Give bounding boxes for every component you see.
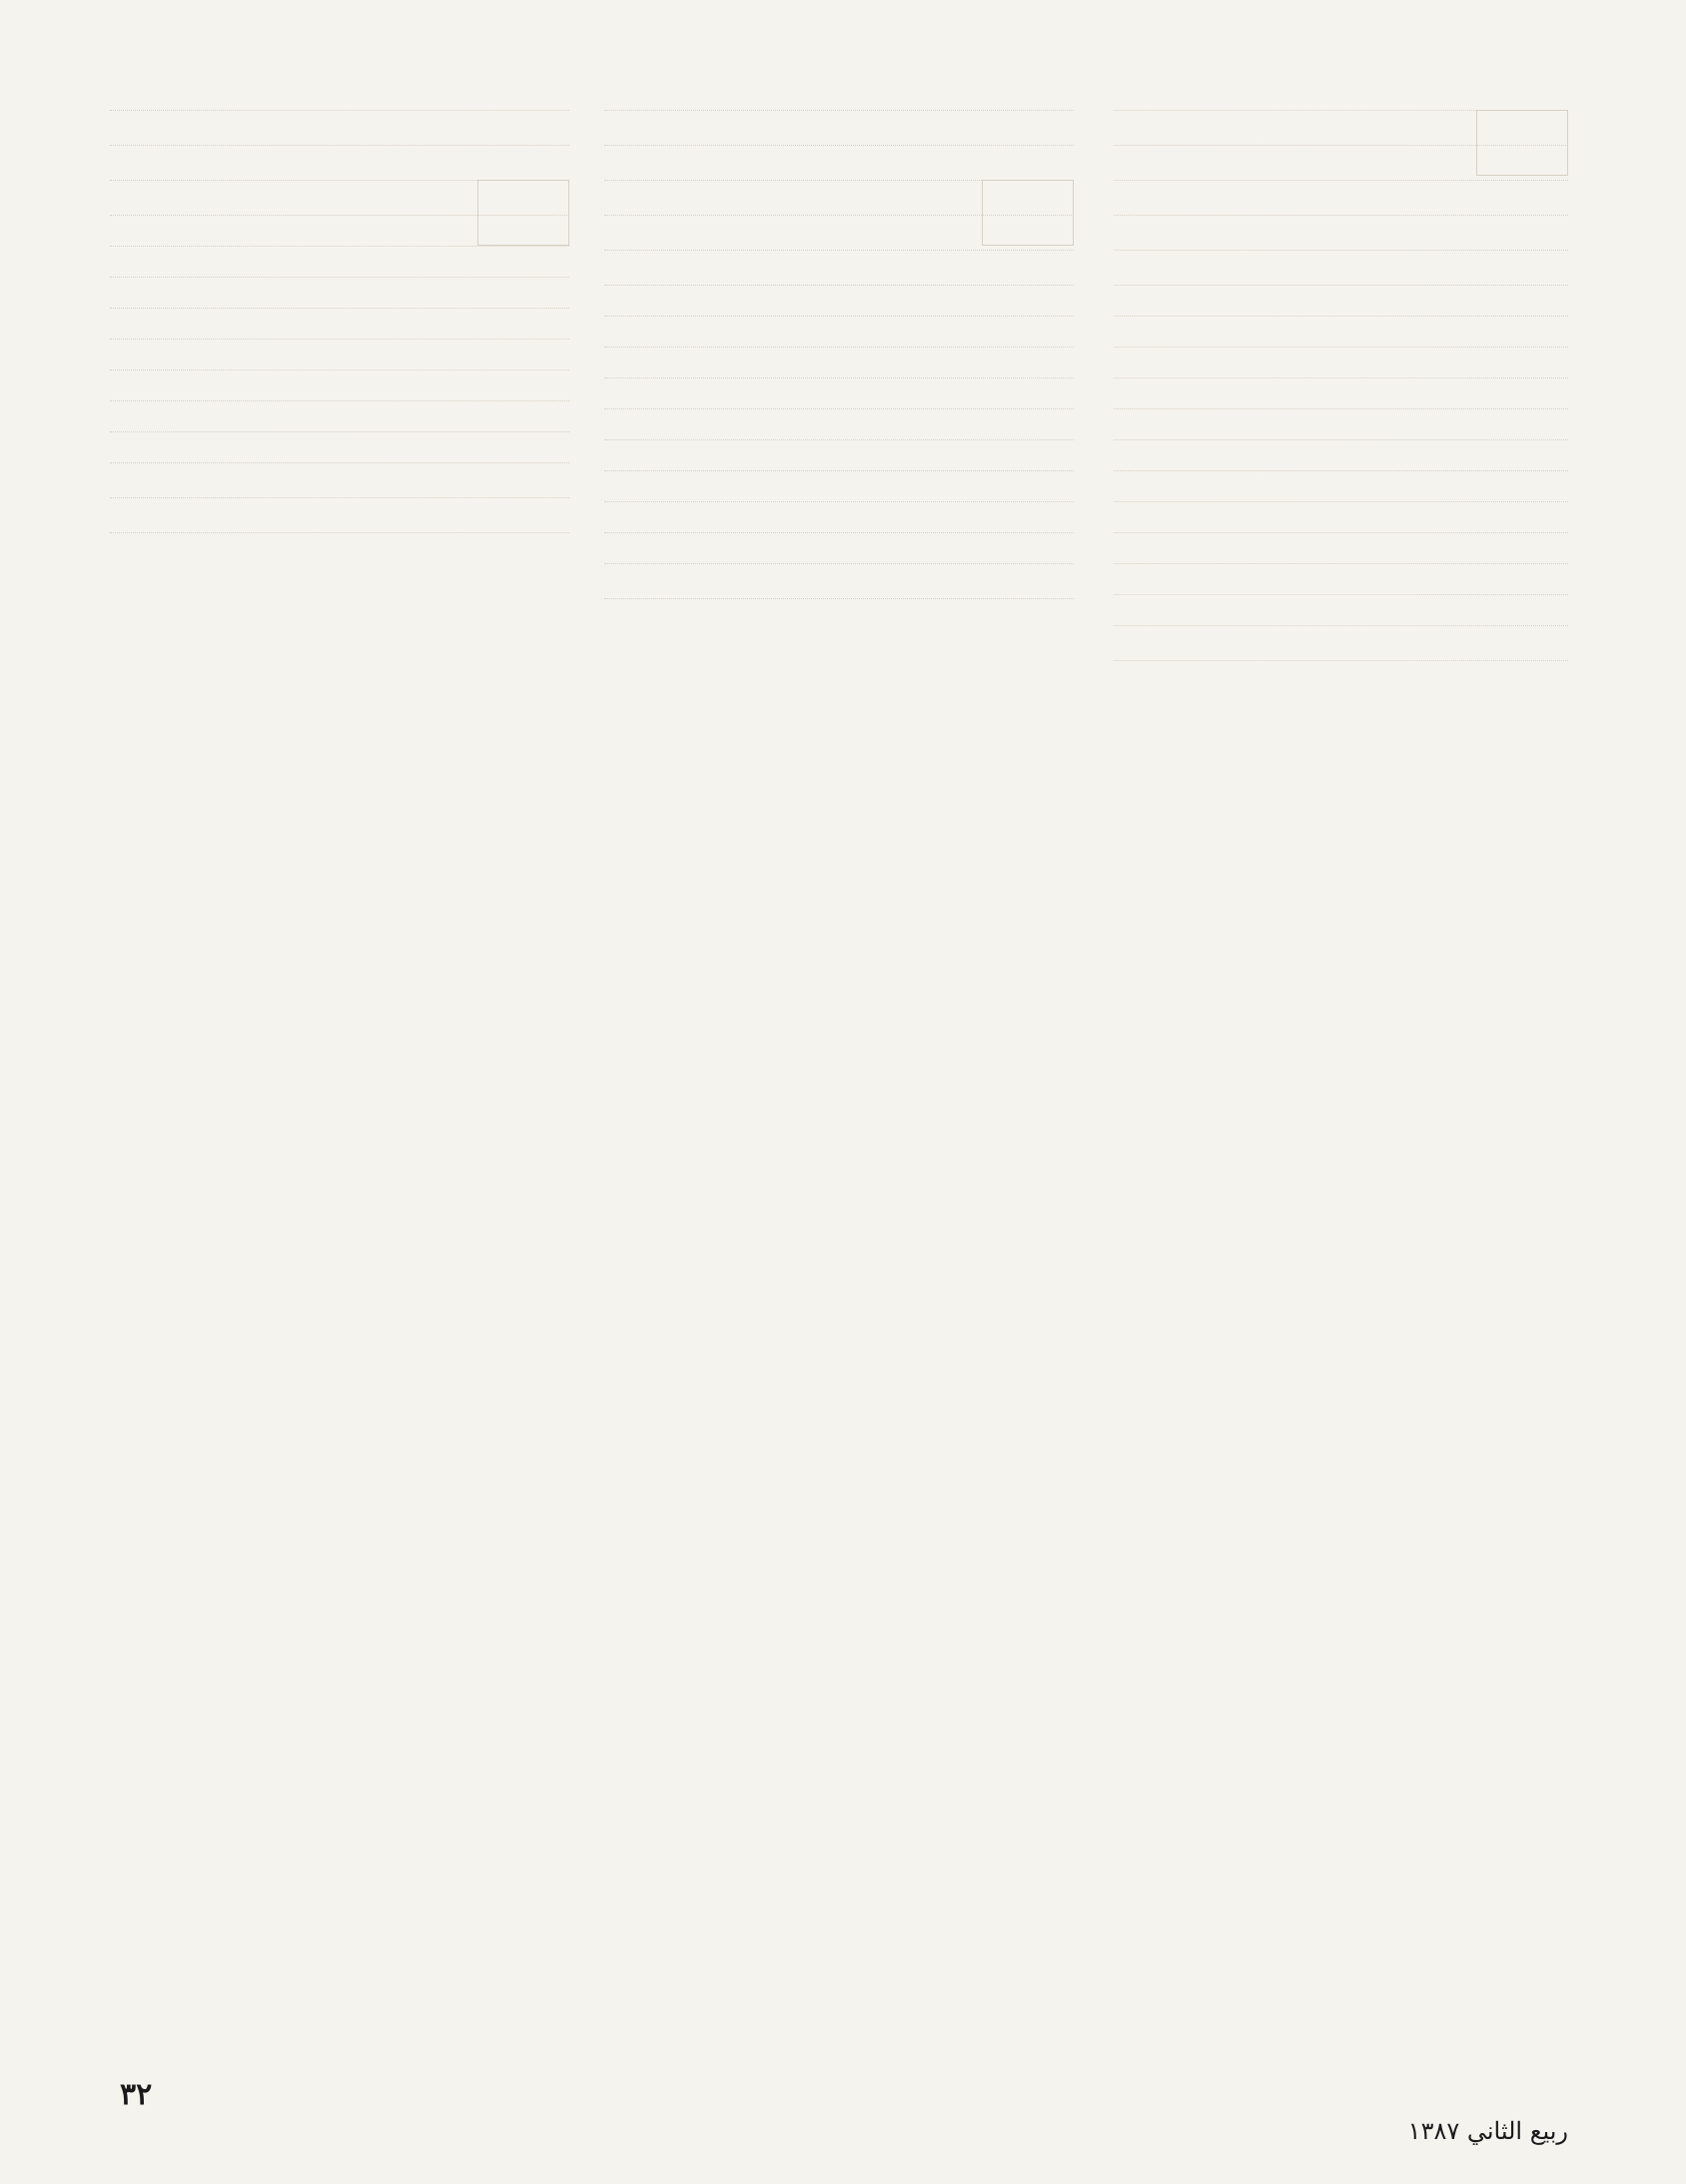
poem-verse bbox=[604, 347, 1074, 367]
article-column-right bbox=[1114, 110, 1568, 2037]
poem-verse bbox=[1114, 377, 1568, 398]
poem-verse bbox=[604, 439, 1074, 460]
poem-verse bbox=[604, 316, 1074, 337]
poem-verse bbox=[604, 377, 1074, 398]
poem-verse bbox=[1114, 563, 1568, 584]
poem-verse bbox=[110, 246, 569, 267]
article-paragraph bbox=[1114, 250, 1568, 271]
article-paragraph bbox=[110, 462, 569, 483]
article-paragraph bbox=[604, 598, 1074, 619]
article-paragraph bbox=[110, 110, 569, 131]
poem-verse bbox=[110, 277, 569, 298]
dropcap-initial bbox=[982, 180, 1074, 246]
article-paragraph bbox=[1114, 660, 1568, 681]
article-paragraph bbox=[110, 497, 569, 518]
poem-verse bbox=[1114, 532, 1568, 553]
issue-date: ربيع الثاني ١٣٨٧ bbox=[1407, 2117, 1568, 2145]
poem-verse bbox=[1114, 501, 1568, 522]
poem-verse bbox=[1114, 347, 1568, 367]
poem-verse bbox=[604, 285, 1074, 306]
poem-verse bbox=[110, 308, 569, 329]
article-column-left bbox=[110, 110, 569, 2037]
article-paragraph bbox=[1114, 625, 1568, 646]
page-number: ٣٢ bbox=[120, 2077, 153, 2112]
poem-verse bbox=[604, 470, 1074, 491]
poem-verse bbox=[604, 408, 1074, 429]
article-paragraph bbox=[604, 110, 1074, 131]
poem-verse bbox=[110, 400, 569, 421]
dropcap-initial bbox=[477, 180, 569, 246]
poem-verse bbox=[1114, 285, 1568, 306]
poem-verse bbox=[1114, 470, 1568, 491]
poem-verse bbox=[110, 339, 569, 360]
article-column-middle bbox=[604, 110, 1074, 2037]
poem-verse bbox=[1114, 594, 1568, 615]
article-paragraph bbox=[604, 563, 1074, 584]
article-paragraph bbox=[604, 145, 1074, 166]
article-paragraph bbox=[110, 532, 569, 553]
poem-verse bbox=[604, 532, 1074, 553]
poem-verse bbox=[110, 431, 569, 452]
poem-verse bbox=[110, 369, 569, 390]
poem-verse bbox=[1114, 316, 1568, 337]
poem-verse bbox=[1114, 408, 1568, 429]
dropcap-initial bbox=[1476, 110, 1568, 176]
article-paragraph bbox=[110, 145, 569, 166]
article-paragraph bbox=[604, 250, 1074, 271]
poem-verse bbox=[604, 501, 1074, 522]
poem-verse bbox=[1114, 439, 1568, 460]
article-paragraph bbox=[1114, 215, 1568, 236]
article-paragraph bbox=[1114, 180, 1568, 201]
